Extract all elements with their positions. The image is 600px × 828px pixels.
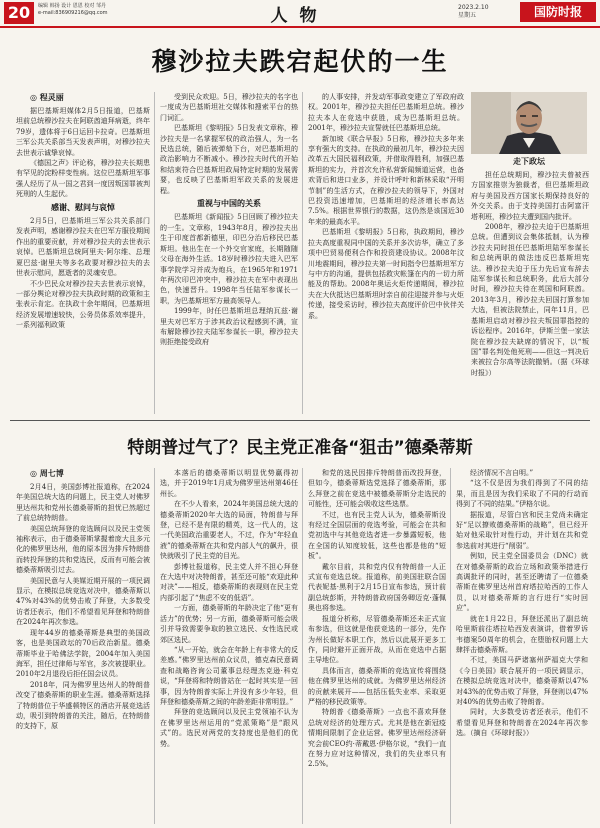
paragraph: 本落后的德桑蒂斯以明显优势赢得初选，并于2019年1月成为佛罗里达州第46任州长。 <box>160 469 298 498</box>
paragraph: 《德国之声》评论称，穆沙拉夫长期患有罕见的淀粉样变性病。这位巴基斯坦军事强人经历了从一国之君到一度因叛国罪被判死刑的人生起伏。 <box>16 159 150 199</box>
article1-column-2 <box>160 92 298 414</box>
column-divider <box>302 468 303 824</box>
paragraph: 巴基斯坦《新闻报》5日回顾了穆沙拉夫的一生。文章称，1943年8月，穆沙拉夫出生于印度首都新德里，印巴分治后移民巴基斯坦。他出生在一个外交官家庭，长期随随父母在海外生活。18岁时穆沙拉夫进入巴军事学院学习并成为炮兵，在1965年和1971年两次印巴冲突中，穆沙拉夫在军中表现出色，快速晋升。1998年当任陆军参谋长一职，为巴基斯坦军方最高领导人。 <box>160 213 298 305</box>
newspaper-masthead: 国防时报 <box>520 2 596 22</box>
paragraph: 2月4日，美国彭博社报道称，在2024年美国总统大选的问题上，民主党人对佛罗里达州共和党州长德桑蒂斯的担忧已然超过了前总统特朗普。 <box>16 483 150 523</box>
paragraph: 就在1月22日，拜登还派出了副总统哈里斯前往塔拉哈西发表演讲，借着罗诉韦德案50周年的机会，在堕胎权问题上大肆抨击德桑蒂斯。 <box>456 614 588 654</box>
editor-line: 编辑 韩扬 设计 恩恩 校对 邹丹 <box>38 3 106 9</box>
section-title: 人 物 <box>270 6 320 26</box>
column-divider <box>450 468 451 824</box>
paragraph: 同时，大多数受访者还表示，他们不希望看见拜登和特朗普在2024年再次参选。（摘自《环球时报》） <box>456 708 588 738</box>
paragraph: 经济情况不言自明。” <box>470 469 534 477</box>
paragraph: 1999年，时任巴基斯坦总理纳瓦兹·谢里夫对巴军方于涉其政治议程感到不满，宣布解除穆沙拉夫陆军参谋长一职，穆沙拉夫则拒绝接受政府 <box>160 307 298 347</box>
paragraph: 受到民众欢迎。5日，穆沙拉夫的名字也一度成为巴基斯坦社交媒体和搜索平台的热门词汇。 <box>160 93 298 122</box>
photo-caption: 走下政坛 <box>513 157 545 166</box>
article2-title: 特朗普过气了？民主党正准备“狙击”德桑蒂斯 <box>127 438 473 458</box>
article1-column-4 <box>471 170 589 414</box>
paragraph: “这不仅是因为我们得到了不同的结果，而且是因为我们采取了不同的行动而得到了不同的结果。”伊格尔说。 <box>456 479 588 509</box>
paragraph: 不过，也有民主党人认为，德桑蒂斯没有经过全国层面的竞选考验，可能会在共和党初选中与其他竞选者进一步暴露短板，他在全国的认知度较低，这些也都是他的“短板”。 <box>308 510 446 561</box>
paragraph: 不过，美国马萨诸塞州萨福克大学和《今日美国》联合展开的一项民调显示，在模拟总统竞选对决中，德桑蒂斯以47%对43%的优势击败了拜登，拜登则以47%对40%的优势击败了特朗普。 <box>456 656 588 706</box>
article2-byline: ◎ 周七博 <box>30 469 64 478</box>
paragraph: 2008年，穆沙拉夫迫于巴基斯坦总统。但遭到议会集体抵制，认为穆沙拉夫同时担任巴基斯坦陆军参谋长和总统两职的做法违反巴基斯坦宪法。穆沙拉夫迫于压力先后宣布辞去陆军参谋长和总统职务，此后大部分时间，穆沙拉夫待在英国和阿联酋。2013年3月，穆沙拉夫回国打算参加大选，但被法院禁止，同年11月，巴基斯坦启动对穆沙拉夫叛国罪指控的诉讼程序。2016年，伊斯兰堡一家法院在穆沙拉夫缺席的情况下，以“叛国”罪名判处他死刑——但这一判决后来被拉合尔高等法院撤销。（据《环球时报》） <box>471 223 589 377</box>
article2-column-4 <box>456 468 588 826</box>
column-divider <box>302 92 303 414</box>
paragraph: 巴基斯坦《黎明报》5日称，执政期间，穆沙拉夫高度重视同中国的关系并多次访华，确立了多项中巴贸易便利合作和投资建设协议。2008年汶川地震期间，穆沙拉夫第一时间指令巴基斯坦军方与中方的沟通，提供包括救灾帐篷在内的一切力所能及的帮助。2008年奥运火炬传递期间，穆沙拉夫在大伙抵达巴基斯坦时亲自前往迎接并参与火炬传递，接受采访时，穆沙拉夫高度评价巴中伙伴关系。 <box>308 228 464 320</box>
paragraph: “从一开始，就会在年龄上有非常大的反差感。”佛罗里达州前众议员，德克森民意调查和战略咨询公司董事总经理杰克逊·科克说，“拜登将和特朗普站在一起时其实是一回事，因为特朗普实际上并没有多少年轻，但拜登和德桑蒂斯之间的年龄差距非常明显。” <box>160 645 298 706</box>
header-rule <box>0 26 600 28</box>
article1-byline: ◎ 程灵丽 <box>30 93 64 102</box>
editor-info <box>38 3 108 17</box>
subheading: 重视与中国的关系 <box>197 199 261 209</box>
paragraph: 美国民意与人美媒近期开展的一项民调显示，在模拟总统竞选对决中，德桑蒂斯以47%对43%的优势击败了拜登，大多数受访者还表示，他们不希望看见拜登和特朗普在2024年再次参选。 <box>16 576 150 627</box>
portrait-illustration <box>471 92 587 154</box>
article1-title: 穆沙拉夫跌宕起伏的一生 <box>151 47 449 76</box>
paragraph: 戴尔目前，共和党内仅有特朗普一人正式宣布竞选总统。报道称，前美国驻联合国代表妮基·黑利于2月15日宣布参选，预计前副总统彭斯，并特朗普政府国务卿迈克·蓬佩奥也将参选。 <box>308 562 446 613</box>
article1-column-3 <box>308 92 464 414</box>
paragraph: 具体而言，德桑蒂斯的竞选宣传将围绕他在佛罗里达州的成就。为佛罗里达州经济的贡献来展开——包括压低失业率、采取更严格的移民政策等。 <box>308 666 446 706</box>
paragraph: 拜登的竞选顾问以及民主党领袖不认为在佛罗里达州运用的“党派策略”是“跟风式”的。选民对两党的支持度也是他们的优势。 <box>160 708 298 748</box>
subheading: 感谢、慰问与哀悼 <box>51 202 115 212</box>
paragraph: 2月5日，巴基斯坦三军公共关系部门发表声明，感谢穆沙拉夫在巴军方服役期间作出的重要贡献，并对穆沙拉夫的去世表示哀悼。巴基斯坦总统阿里夫·阿尔维、总理夏巴兹·谢里夫等多名政要对穆沙拉夫的去世表示慰问，愿逝者的灵魂安息。 <box>16 217 150 278</box>
article2-column-1 <box>16 482 150 826</box>
paragraph: 现年44岁的德桑蒂斯是典型的美国政客，也是美国政坛的70后政治新星。德桑蒂斯毕业于哈佛法学院，2004年加入美国海军，担任过律师与军官，多次被提职业。2010年2月退役后拒任国会议员。 <box>16 628 150 679</box>
paragraph: 2018年，同为佛罗里达州人的特朗普改变了德桑蒂斯的职业生涯。德桑蒂斯选择了特朗普位于华盛顿特区的酒店开展竞选活动，吸引到特朗普的关注，随后，在特朗普的支持下，原 <box>16 680 150 731</box>
column-divider <box>154 92 155 414</box>
paragraph: 一方面，德桑蒂斯的年龄决定了他“更有活力”的优势；另一方面，德桑蒂斯可能会吸引并导致需要争取的独立选民、女性选民或郊区选民。 <box>160 604 298 644</box>
issue-date <box>458 4 489 20</box>
article-divider <box>10 420 590 421</box>
article2-column-3 <box>308 468 446 826</box>
portrait-photo <box>471 92 587 154</box>
paragraph: 特朗普《德桑蒂斯》一点也不喜欢拜登总统对经济的处理方式。尤其是他在新冠疫情期间限制了企业运营。佛罗里达州经济研究会前CEO约·蒂戴恩·伊格尔说，“我们一直在努力应对这种情况，我们的失业率只有2.5%。 <box>308 708 446 769</box>
paragraph: 巴基斯坦《黎明报》5日发表文章称，穆沙拉夫是一名掌握军权的政治强人，为一名民选总统，随后被弹劾下台，对巴基斯坦的政治影响力不断减小。穆沙拉夫时代的开始和结束符合巴基斯坦政局特定时期的发展需要，也反映了巴基斯坦军政关系的发展进程。 <box>160 124 298 195</box>
paragraph: 例如，民主党全国委员会（DNC）就在对德桑蒂斯的政治立场和政策举措进行高调批评的同时，甚至还聘请了一位德桑蒂斯在佛罗里达州首府塔拉哈西的工作人员，以对德桑蒂斯的言行进行“实时回应”。 <box>456 552 588 613</box>
paragraph: 不少巴民众对穆沙拉夫去世表示哀悼，一部分舆论对穆沙拉夫执政时期的政策和主张表示肯定。在执政十余年期间，巴基斯坦经济发展增速较快，公务员体系效率提升，一系列福利政策 <box>16 279 150 330</box>
paragraph: 报道分析称，尽管德桑蒂斯还未正式宣布参选，但这就是他获竞选的一部分，先作为州长做好本职工作，然后以此展开更多工作，同时避开正面开战，从而在竞选中占据主导地位。 <box>308 614 446 665</box>
column-divider <box>154 468 155 824</box>
page-header <box>0 0 600 26</box>
email-line: e-mail:836909216@qq.com <box>38 10 108 16</box>
paragraph: 新加坡《联合早报》5日称，穆沙拉夫多年来享有强大的支持。在执政的最初几年，穆沙拉夫因改革五大国民福利政策，并借取得胜利，加强巴基斯坦的实力，并首次允许私营新闻频道运营，也备欢背后和进口业多，并设计呼叶和新林采取“开明节制”的生活方式，在穆沙拉夫的领导下，外国对巴投资迅速增加，巴基斯坦的经济增长率高达7.5%。根据世界银行的数据，这仍然是该国近30年来的最高水平。 <box>308 134 464 226</box>
paragraph: 的人事安排，并发动军事政变建立了军政府政权。2001年，穆沙拉夫担任巴基斯坦总统。穆沙拉夫本人在竞选中获胜，成为巴基斯坦总统。2001年，穆沙拉夫宣誓就任巴基斯坦总统。 <box>308 93 464 133</box>
page-number: 20 <box>4 2 34 24</box>
paragraph: 和党的选民因排斥特朗普而改投拜登，但如今，德桑蒂斯选党选择了德桑蒂斯，那么拜登之前在竞选中被德桑蒂斯分走选民的可能性，还可能会吸收这些选票。 <box>308 469 446 509</box>
paragraph: 据巴基斯坦媒体2月5日报道，巴基斯坦前总统穆沙拉夫在阿联酋迪拜病逝，终年79岁，遗体将于6日运回卡拉奇。巴基斯坦三军公共关系部当天发表声明，对穆沙拉夫去世表示诚挚哀悼。 <box>16 107 150 157</box>
weekday-line: 星期五 <box>458 12 477 19</box>
paragraph: 在不少人看来，2024年美国总统大选的德桑蒂斯2020年大选的局面，特朗普与拜登，已经不是有限的精英，这一代人的，这一代美国政治重要老人，不过，作为“年轻血液”的德桑蒂斯在共和党内部人气的飙升，很快就吸引了民主党的目光。 <box>160 500 298 561</box>
date-line: 2023.2.10 <box>458 4 489 11</box>
article2-column-2 <box>160 468 298 826</box>
article1-column-1 <box>16 106 150 414</box>
paragraph: 美国总统拜登的竞选顾问以及民主党领袖称表示，由于德桑蒂斯掌握着庞大且多元化的佛罗里达州，他的原本因为排斥特朗普而转投拜登的共和党选民，反而有可能会被德桑蒂斯吸引过去。 <box>16 524 150 575</box>
paragraph: 据报道，尽管白宫和民主党尚未确定好“足以撩败德桑蒂斯的战略”，但已经开始对他采取针对性行动，并计划在共和党参选前对其进行“削弱”。 <box>456 510 588 550</box>
paragraph: 彭博社报道称，民主党人并不担心拜登在大选中对决特朗普，甚至还可能“欢迎此种对决”——相反，德桑蒂斯的表现则在民主党内部引起了“焦虑不安的低语”。 <box>160 562 298 602</box>
paragraph: 担任总统期间，穆沙拉夫曾被西方国家推崇为独裁者，但巴基斯坦政府与美国及西方国家长期保持良好的外交关系。由于支持美国打击阿富汗塔利班，穆沙拉夫遭到国内批评。 <box>471 171 589 221</box>
